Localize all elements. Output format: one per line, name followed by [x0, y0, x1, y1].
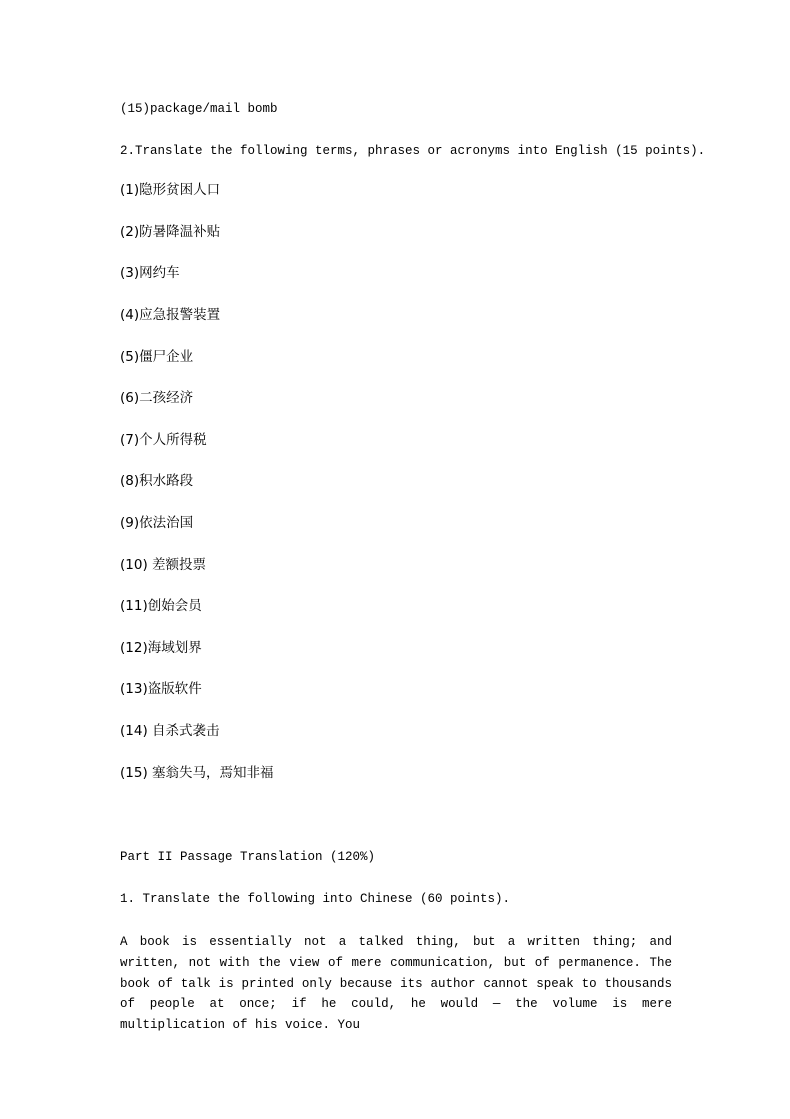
term-item: (10) 差额投票 [120, 557, 207, 573]
part-2-heading: Part II Passage Translation (120%) [120, 850, 376, 864]
passage-paragraph: A book is essentially not a talked thing, but a written thing; and written, not with the view of mere communication, but of permanence. The book of talk is printed only because its author cannot speak to thousands of people at once; if he could, he would — the volume is mere multiplication of his voice. You [120, 935, 672, 1033]
term-item: (8)积水路段 [120, 473, 194, 489]
term-item: (2)防暑降温补贴 [120, 224, 221, 240]
part-2-instruction: 1. Translate the following into Chinese (60 points). [120, 892, 511, 906]
section-2-instruction: 2.Translate the following terms, phrases or acronyms into English (15 points). [120, 144, 706, 158]
term-item: (6)二孩经济 [120, 390, 194, 406]
term-item: (4)应急报警装置 [120, 307, 221, 323]
term-item: (11)创始会员 [120, 598, 202, 614]
term-item: (14) 自杀式袭击 [120, 723, 220, 739]
term-item: (1)隐形贫困人口 [120, 182, 221, 198]
term-item: (3)网约车 [120, 265, 180, 281]
term-item: (13)盗版软件 [120, 681, 202, 697]
term-item: (7)个人所得税 [120, 432, 207, 448]
term-item: (5)僵尸企业 [120, 349, 194, 365]
term-item: (9)依法治国 [120, 515, 194, 531]
term-item: (15) 塞翁失马，焉知非福 [120, 765, 274, 781]
previous-item-text: (15)package/mail bomb [120, 102, 278, 116]
term-item: (12)海域划界 [120, 640, 202, 656]
